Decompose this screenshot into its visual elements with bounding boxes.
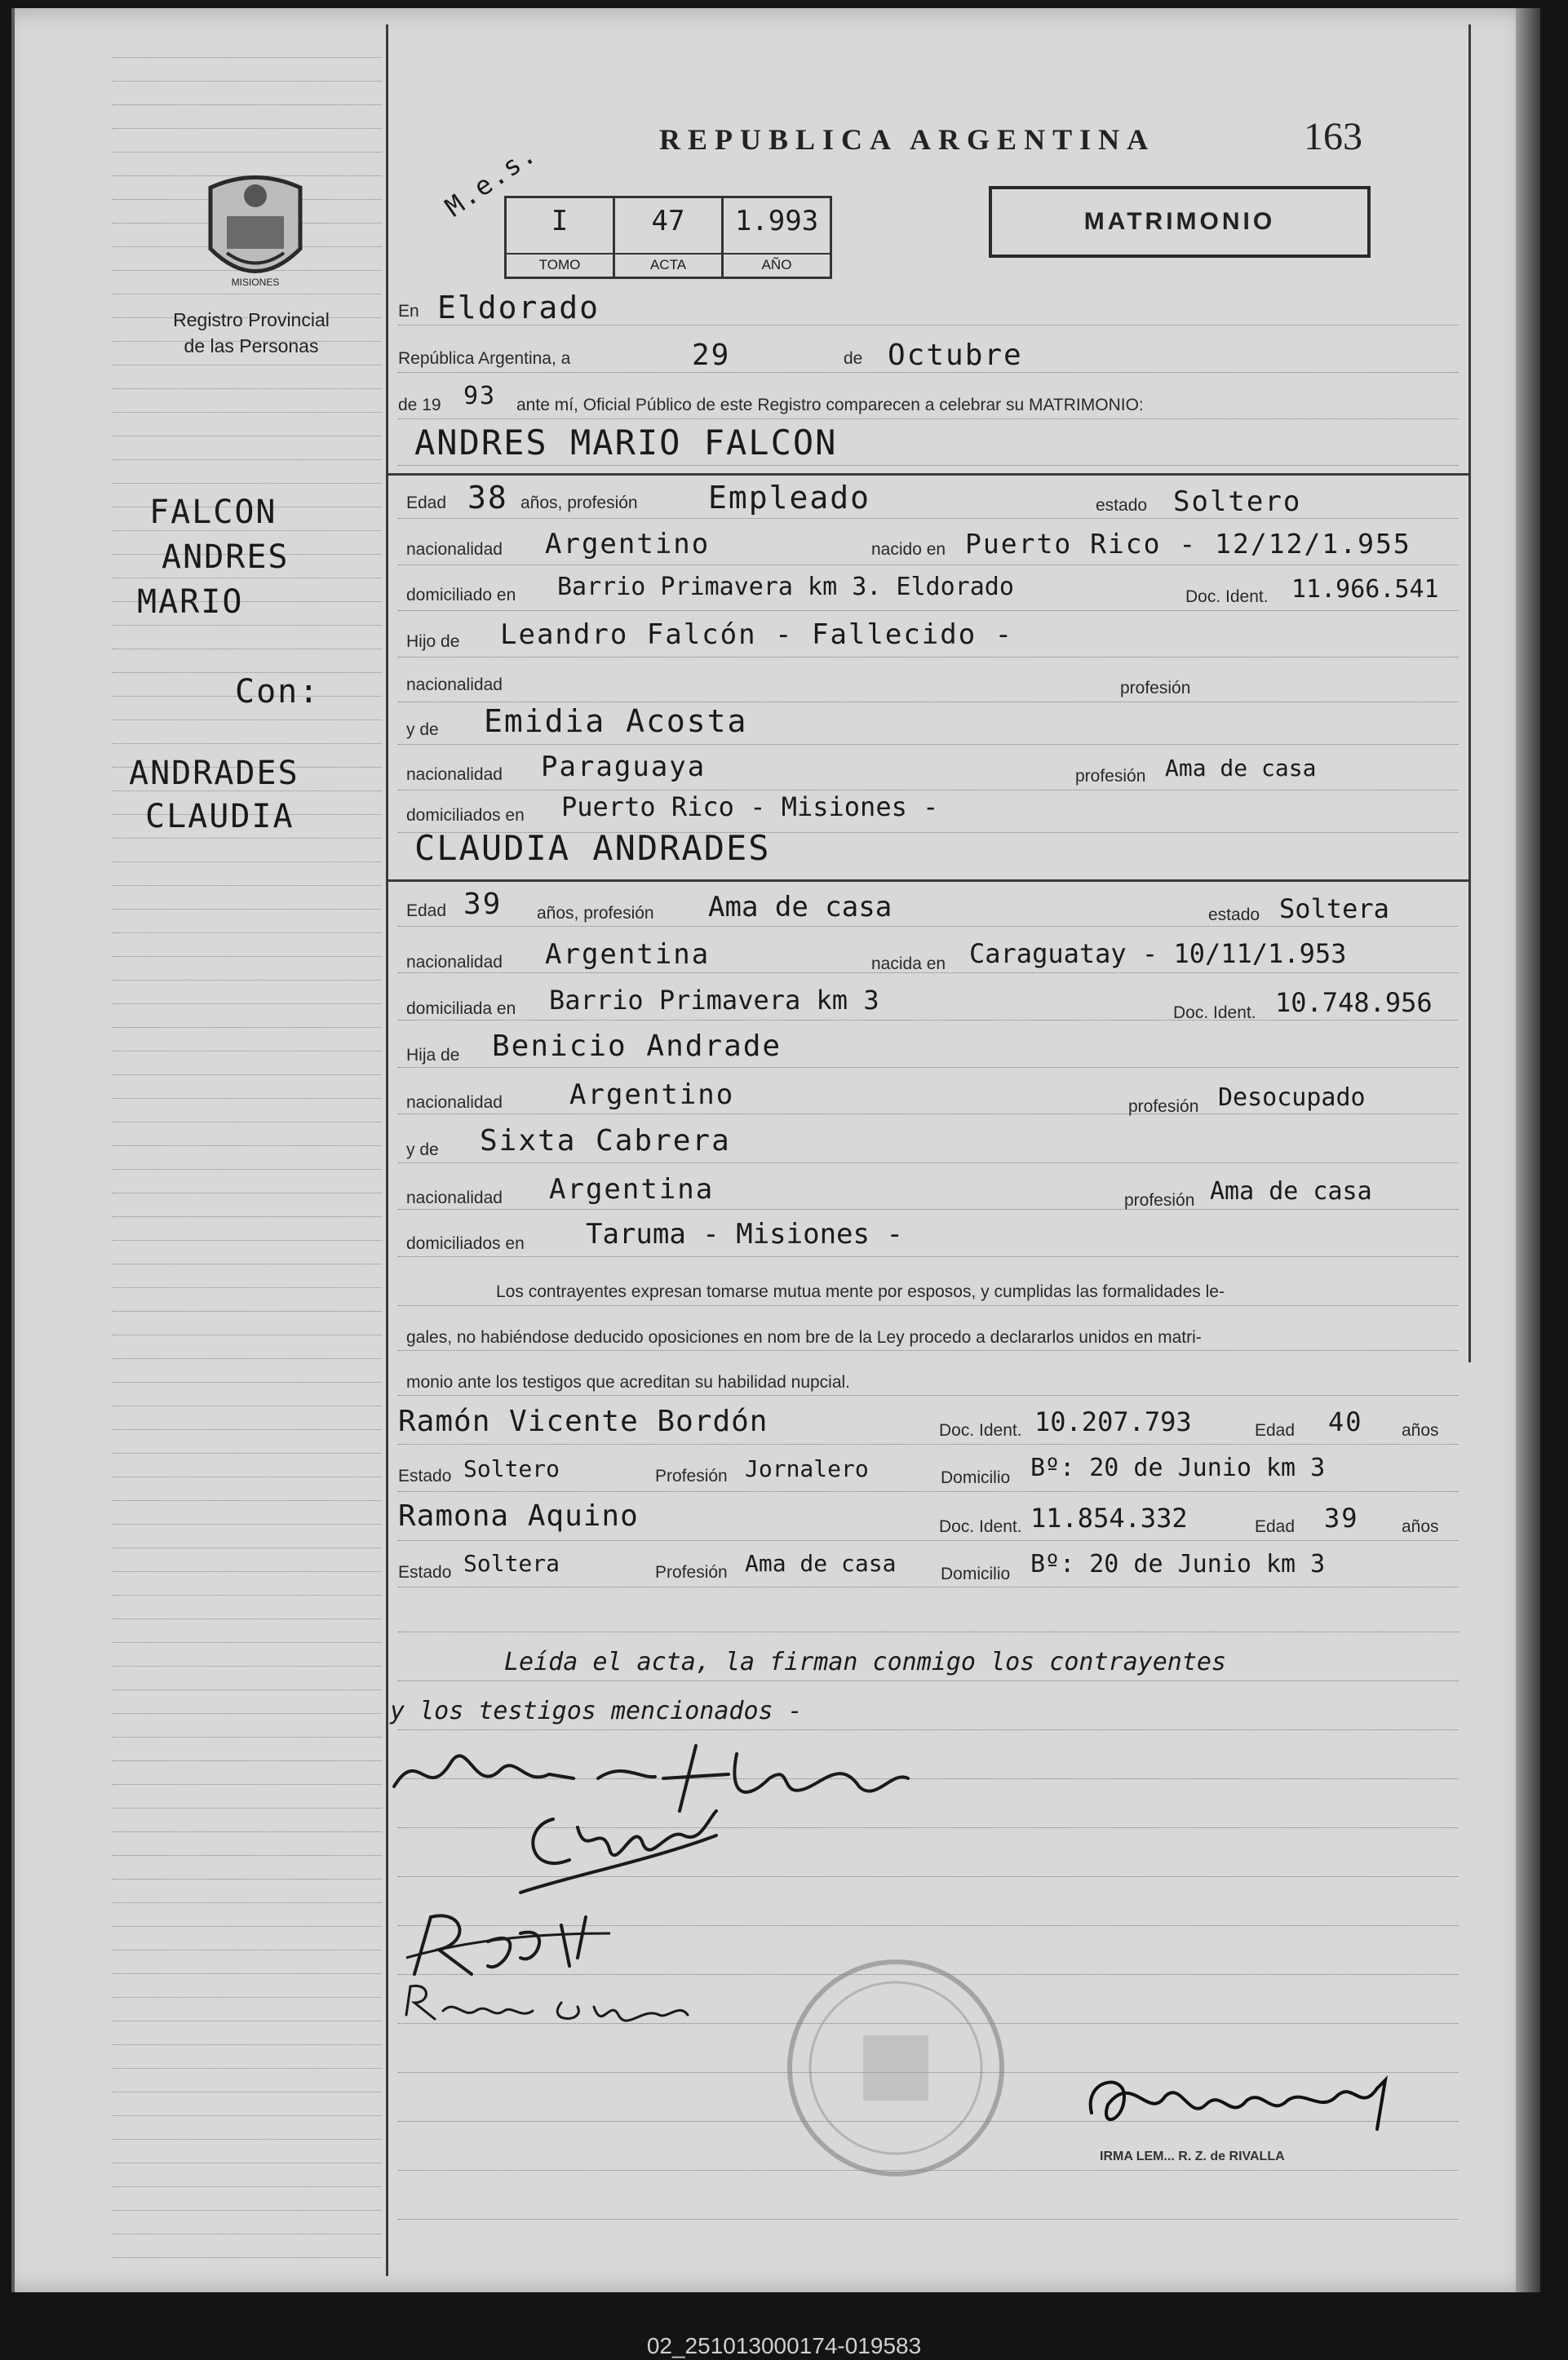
- groom-nacido-label: nacido en: [871, 540, 946, 559]
- margin-ruled-line: [113, 459, 382, 461]
- ruled-line: [398, 2219, 1459, 2221]
- bride-madre-prof-label: profesión: [1124, 1191, 1195, 1210]
- ruled-line: [398, 1540, 1459, 1542]
- year-prefix: de 19: [398, 396, 441, 414]
- margin-groom-line1: FALCON: [149, 494, 277, 531]
- groom-estado: Soltero: [1173, 485, 1302, 518]
- margin-ruled-line: [113, 128, 382, 130]
- ruled-line: [398, 1491, 1459, 1493]
- bride-section-divider: [388, 879, 1468, 882]
- ruled-line: [398, 418, 1459, 420]
- groom-doc: 11.966.541: [1291, 575, 1439, 604]
- bride-edad-label: Edad: [406, 901, 447, 920]
- en-label: En: [398, 302, 419, 321]
- groom-madre-nac: Paraguaya: [541, 751, 706, 783]
- ruled-line: [398, 1680, 1459, 1682]
- bride-estado: Soltera: [1279, 893, 1389, 924]
- margin-ruled-line: [113, 1003, 382, 1005]
- witness1-edad-label: Edad: [1255, 1421, 1296, 1440]
- ruled-line: [398, 1162, 1459, 1164]
- tomo-cell: [507, 198, 615, 277]
- margin-ruled-line: [113, 1973, 382, 1975]
- margin-ruled-line: [113, 2257, 382, 2259]
- margin-ruled-line: [113, 1926, 382, 1928]
- groom-domicilio: Barrio Primavera km 3. Eldorado: [557, 573, 1014, 601]
- bride-padre-nac-label: nacionalidad: [406, 1093, 503, 1112]
- margin-ruled-line: [113, 104, 382, 106]
- groom-profesion: Empleado: [708, 480, 871, 516]
- margin-ruled-line: [113, 1855, 382, 1857]
- closing-line-2: y los testigos mencionados -: [390, 1697, 803, 1725]
- bride-dom-label: domiciliada en: [406, 999, 516, 1018]
- witness2-doc: 11.854.332: [1030, 1503, 1188, 1534]
- page-number: 163: [1304, 115, 1362, 158]
- margin-ruled-line: [113, 743, 382, 745]
- provincial-seal-icon: [202, 171, 308, 294]
- margin-ruled-line: [113, 1477, 382, 1478]
- margin-ruled-line: [113, 2115, 382, 2117]
- month-value: Octubre: [888, 339, 1023, 372]
- margin-ruled-line: [113, 885, 382, 887]
- bride-nacionalidad: Argentina: [545, 938, 711, 971]
- margin-ruled-line: [113, 649, 382, 650]
- margin-ruled-line: [113, 1950, 382, 1951]
- groom-padre: Leandro Falcón - Fallecido -: [500, 618, 1014, 651]
- groom-nac-label: nacionalidad: [406, 540, 503, 559]
- place-value: Eldorado: [437, 290, 600, 325]
- margin-ruled-line: [113, 980, 382, 981]
- acta-label: ACTA: [615, 253, 721, 273]
- margin-ruled-line: [113, 1595, 382, 1596]
- bride-padres-dom: Taruma - Misiones -: [586, 1218, 903, 1251]
- margin-ruled-line: [113, 2210, 382, 2212]
- margin-ruled-line: [113, 2139, 382, 2141]
- margin-ruled-line: [113, 2163, 382, 2164]
- margin-ruled-line: [113, 932, 382, 934]
- groom-madre-prof: Ama de casa: [1165, 755, 1317, 782]
- ano-label: AÑO: [724, 253, 830, 273]
- groom-nacionalidad: Argentino: [545, 528, 711, 560]
- margin-ruled-line: [113, 1311, 382, 1313]
- declaration-line-2: gales, no habiéndose deducido oposiciones en nom bre de la Ley procedo a declararlos unidos en matri-: [406, 1328, 1202, 1347]
- groom-nacido: Puerto Rico - 12/12/1.955: [965, 528, 1411, 560]
- margin-ruled-line: [113, 1098, 382, 1100]
- margin-ruled-line: [113, 1997, 382, 1999]
- country-title: REPUBLICA ARGENTINA: [659, 123, 1156, 156]
- witness1-doc: 10.207.793: [1034, 1406, 1192, 1437]
- witness1-prof-label: Profesión: [655, 1467, 728, 1486]
- ruled-line: [398, 1114, 1459, 1115]
- margin-ruled-line: [113, 1358, 382, 1360]
- groom-edad-label: Edad: [406, 494, 447, 512]
- margin-ruled-line: [113, 838, 382, 839]
- margin-ruled-line: [113, 1666, 382, 1667]
- margin-ruled-line: [113, 57, 382, 59]
- witness2-signature: [398, 1974, 724, 2031]
- witness2-edad: 39: [1324, 1503, 1359, 1534]
- bride-madre-nac: Argentina: [549, 1173, 715, 1206]
- margin-ruled-line: [113, 1335, 382, 1336]
- bride-yde-label: y de: [406, 1140, 439, 1159]
- groom-madre-nac-label: nacionalidad: [406, 765, 503, 784]
- witness2-edad-label: Edad: [1255, 1517, 1296, 1536]
- groom-hijo-label: Hijo de: [406, 632, 460, 651]
- margin-ruled-line: [113, 1571, 382, 1573]
- witness2-anos-label: años: [1402, 1517, 1439, 1536]
- groom-padres-dom-label: domiciliados en: [406, 806, 525, 825]
- bride-madre-prof: Ama de casa: [1210, 1177, 1372, 1206]
- ruled-line: [398, 1395, 1459, 1397]
- margin-ruled-line: [113, 1145, 382, 1147]
- margin-ruled-line: [113, 909, 382, 910]
- ruled-line: [398, 1587, 1459, 1588]
- registry-name: [153, 307, 349, 359]
- witness2-estado: Soltera: [463, 1550, 560, 1577]
- margin-ruled-line: [113, 1382, 382, 1384]
- groom-padre-nac-label: nacionalidad: [406, 675, 503, 694]
- bride-domicilio: Barrio Primavera km 3: [549, 985, 879, 1016]
- margin-ruled-line: [113, 1500, 382, 1502]
- bride-nacida-label: nacida en: [871, 954, 946, 973]
- margin-ruled-line: [113, 1760, 382, 1762]
- margin-ruled-line: [113, 1618, 382, 1620]
- margin-ruled-line: [113, 1027, 382, 1029]
- bride-padre-prof: Desocupado: [1218, 1083, 1366, 1112]
- witness1-anos-label: años: [1402, 1421, 1439, 1440]
- ruled-line: [398, 518, 1459, 520]
- groom-yde-label: y de: [406, 720, 439, 739]
- bride-estado-label: estado: [1208, 905, 1260, 924]
- groom-padres-dom: Puerto Rico - Misiones -: [561, 791, 939, 822]
- witness2-doc-label: Doc. Ident.: [939, 1517, 1022, 1536]
- margin-ruled-line: [113, 1216, 382, 1218]
- groom-edad: 38: [467, 480, 508, 516]
- margin-ruled-line: [113, 1737, 382, 1738]
- margin-groom-line3: MARIO: [137, 583, 244, 621]
- margin-bride-line1: ANDRADES: [129, 755, 299, 792]
- declaration-line-1: Los contrayentes expresan tomarse mutua mente por esposos, y cumplidas las formalidades le-: [496, 1282, 1225, 1301]
- tomo-acta-ano-box: [504, 196, 832, 279]
- act-type-box: MATRIMONIO: [989, 186, 1371, 258]
- republica-label: República Argentina, a: [398, 349, 571, 368]
- closing-line-1: Leída el acta, la firman conmigo los contrayentes: [504, 1648, 1227, 1676]
- margin-ruled-line: [113, 2044, 382, 2046]
- tomo-value: I: [551, 205, 569, 237]
- witness1-domicilio: Bº: 20 de Junio km 3: [1030, 1454, 1326, 1482]
- margin-ruled-line: [113, 1689, 382, 1691]
- day-value: 29: [692, 339, 731, 372]
- groom-full-name: ANDRES MARIO FALCON: [414, 423, 838, 463]
- margin-vertical-rule: [386, 24, 388, 2276]
- margin-ruled-line: [113, 2021, 382, 2022]
- witness1-name: Ramón Vicente Bordón: [398, 1405, 768, 1438]
- margin-ruled-line: [113, 956, 382, 958]
- margin-ruled-line: [113, 1406, 382, 1407]
- bride-doc: 10.748.956: [1275, 987, 1433, 1018]
- book-spine: [1516, 8, 1540, 2292]
- de-label: de: [844, 349, 863, 368]
- margin-bride-line2: CLAUDIA: [145, 798, 295, 835]
- witness1-signature: [398, 1909, 659, 1982]
- margin-ruled-line: [113, 2068, 382, 2070]
- margin-ruled-line: [113, 1193, 382, 1194]
- margin-ruled-line: [113, 2092, 382, 2093]
- margin-ruled-line: [113, 1784, 382, 1786]
- witness1-dom-label: Domicilio: [941, 1468, 1011, 1487]
- ruled-line: [398, 1444, 1459, 1446]
- bride-full-name: CLAUDIA ANDRADES: [414, 828, 771, 868]
- margin-groom-line2: ANDRES: [162, 538, 290, 576]
- bride-madre-nac-label: nacionalidad: [406, 1189, 503, 1207]
- groom-dom-label: domiciliado en: [406, 586, 516, 604]
- ruled-line: [398, 1350, 1459, 1352]
- margin-ruled-line: [113, 1879, 382, 1880]
- witness2-prof-label: Profesión: [655, 1563, 728, 1582]
- official-stamp-text: IRMA LEM... R. Z. de RIVALLA: [1100, 2150, 1285, 2163]
- ruled-line: [398, 744, 1459, 746]
- margin-ruled-line: [113, 1264, 382, 1265]
- bride-doc-label: Doc. Ident.: [1173, 1003, 1256, 1022]
- bride-hija-label: Hija de: [406, 1046, 460, 1065]
- margin-ruled-line: [113, 625, 382, 627]
- margin-ruled-line: [113, 483, 382, 485]
- witness2-estado-label: Estado: [398, 1563, 452, 1582]
- bride-madre: Sixta Cabrera: [480, 1124, 731, 1158]
- bride-signature: [504, 1787, 733, 1909]
- bride-prof-label: años, profesión: [537, 904, 654, 923]
- official-seal-stamp: [773, 1946, 1018, 2190]
- ruled-line: [398, 1067, 1459, 1069]
- margin-ruled-line: [113, 2234, 382, 2235]
- margin-ruled-line: [113, 1548, 382, 1549]
- year-suffix: 93: [463, 382, 497, 410]
- bride-nacida: Caraguatay - 10/11/1.953: [969, 938, 1347, 969]
- witness2-profesion: Ama de casa: [745, 1550, 897, 1577]
- ano-cell: [724, 198, 830, 277]
- groom-padre-prof-label: profesión: [1120, 679, 1191, 697]
- ruled-line: [398, 1632, 1459, 1633]
- margin-ruled-line: [113, 1287, 382, 1289]
- margin-ruled-line: [113, 412, 382, 414]
- margin-ruled-line: [113, 1713, 382, 1715]
- margin-ruled-line: [113, 1524, 382, 1525]
- bride-padres-dom-label: domiciliados en: [406, 1234, 525, 1253]
- bride-padre: Benicio Andrade: [492, 1029, 782, 1063]
- margin-ruled-line: [113, 81, 382, 82]
- witness1-estado: Soltero: [463, 1455, 560, 1482]
- acta-cell: [615, 198, 724, 277]
- official-signature: [1075, 2064, 1418, 2137]
- svg-text:MISIONES: MISIONES: [231, 277, 280, 288]
- margin-ruled-line: [113, 1831, 382, 1833]
- margin-ruled-line: [113, 1122, 382, 1123]
- ruled-line: [398, 1020, 1459, 1021]
- margin-ruled-line: [113, 1642, 382, 1644]
- bride-padre-prof-label: profesión: [1128, 1097, 1199, 1116]
- margin-ruled-line: [113, 1429, 382, 1431]
- witness1-doc-label: Doc. Ident.: [939, 1421, 1022, 1440]
- margin-ruled-line: [113, 152, 382, 153]
- groom-madre: Emidia Acosta: [484, 703, 748, 739]
- groom-madre-prof-label: profesión: [1075, 767, 1146, 786]
- margin-ruled-line: [113, 720, 382, 721]
- ruled-line: [398, 565, 1459, 566]
- margin-ruled-line: [113, 578, 382, 579]
- margin-ruled-line: [113, 2186, 382, 2188]
- ruled-line: [398, 465, 1459, 467]
- register-page: [11, 8, 1540, 2292]
- groom-estado-label: estado: [1096, 496, 1148, 515]
- declaration-line-3: monio ante los testigos que acreditan su habilidad nupcial.: [406, 1373, 851, 1392]
- image-id-footer: 02_251013000174-019583: [646, 2333, 922, 2358]
- ano-value: 1.993: [734, 205, 819, 237]
- margin-ruled-line: [113, 294, 382, 295]
- margin-ruled-line: [113, 1902, 382, 1904]
- bride-nac-label: nacionalidad: [406, 953, 503, 972]
- ruled-line: [398, 372, 1459, 374]
- margin-ruled-line: [113, 365, 382, 366]
- margin-ruled-line: [113, 1240, 382, 1242]
- acta-value: 47: [651, 205, 685, 237]
- bride-padre-nac: Argentino: [569, 1078, 735, 1111]
- witness1-profesion: Jornalero: [745, 1455, 869, 1482]
- margin-con: Con:: [235, 673, 321, 711]
- registry-line-1: Registro Provincial: [173, 309, 330, 330]
- bride-edad: 39: [463, 888, 503, 921]
- ruled-line: [398, 1256, 1459, 1258]
- ruled-line: [398, 1209, 1459, 1211]
- margin-ruled-line: [113, 436, 382, 437]
- margin-ruled-line: [113, 1051, 382, 1052]
- groom-section-divider: [388, 473, 1468, 476]
- ruled-line: [398, 657, 1459, 658]
- margin-ruled-line: [113, 861, 382, 863]
- bride-profesion: Ama de casa: [708, 891, 893, 923]
- margin-ruled-line: [113, 1169, 382, 1171]
- groom-prof-label: años, profesión: [520, 494, 638, 512]
- margin-ruled-line: [113, 1453, 382, 1455]
- ruled-line: [398, 610, 1459, 612]
- right-vertical-rule: [1468, 24, 1471, 1362]
- witness1-estado-label: Estado: [398, 1467, 452, 1486]
- witness2-name: Ramona Aquino: [398, 1499, 639, 1533]
- witness2-domicilio: Bº: 20 de Junio km 3: [1030, 1550, 1326, 1578]
- registry-line-2: de las Personas: [184, 335, 319, 356]
- tomo-label: TOMO: [507, 253, 613, 273]
- witness1-edad: 40: [1328, 1406, 1363, 1437]
- handwritten-annotation: M.e.s.: [439, 137, 543, 224]
- intro-statement: ante mí, Oficial Público de este Registro comparecen a celebrar su MATRIMONIO:: [516, 396, 1144, 414]
- ruled-line: [398, 1305, 1459, 1307]
- groom-doc-label: Doc. Ident.: [1185, 587, 1269, 606]
- margin-ruled-line: [113, 388, 382, 390]
- margin-ruled-line: [113, 1808, 382, 1809]
- witness2-dom-label: Domicilio: [941, 1565, 1011, 1583]
- ruled-line: [398, 926, 1459, 928]
- margin-ruled-line: [113, 1074, 382, 1076]
